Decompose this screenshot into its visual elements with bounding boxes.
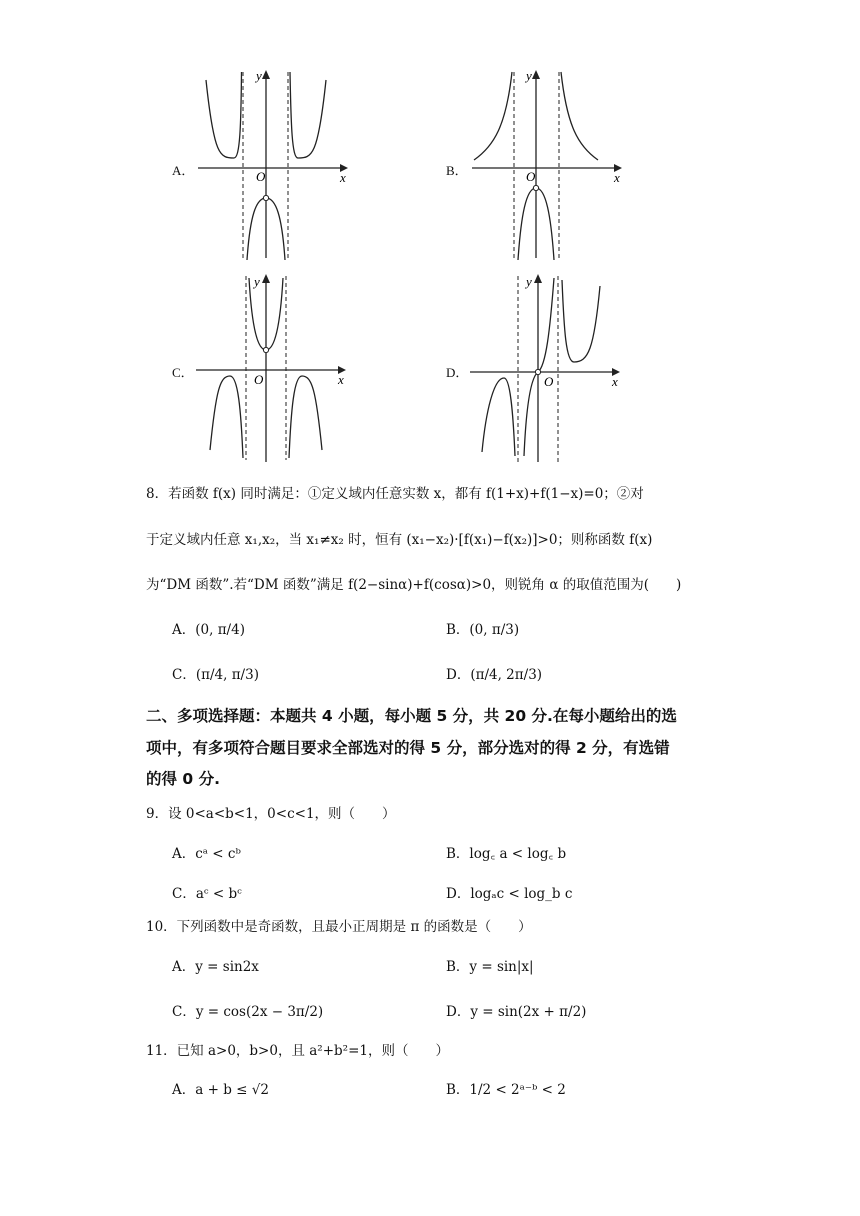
- x-axis-label: x: [338, 372, 344, 387]
- section-2-line-2: 项中，有多项符合题目要求全部选对的得 5 分，部分选对的得 2 分，有选错: [146, 739, 670, 757]
- q9-option-c[interactable]: C．aᶜ < bᶜ: [172, 886, 242, 902]
- graph-b: [464, 66, 634, 262]
- graph-d: [464, 270, 634, 466]
- q9-option-b[interactable]: B．log꜀ a < log꜀ b: [446, 846, 567, 862]
- option-label-d: D．: [446, 365, 469, 380]
- q10-stem: 10．下列函数中是奇函数，且最小正周期是 π 的函数是（ ）: [146, 919, 532, 935]
- option-label-b: B．: [446, 163, 468, 178]
- origin-label: O: [256, 169, 266, 184]
- q10-option-b[interactable]: B．y = sin|x|: [446, 959, 534, 975]
- section-2-line-1: 二、多项选择题：本题共 4 小题，每小题 5 分，共 20 分.在每小题给出的选: [146, 707, 677, 725]
- q9-stem: 9．设 0<a<b<1，0<c<1，则（ ）: [146, 806, 396, 822]
- q8-line-2: 于定义域内任意 x₁,x₂，当 x₁≠x₂ 时，恒有 (x₁−x₂)·[f(x₁)−f(x₂)]>0；则称函数 f(x): [146, 532, 653, 548]
- q10-option-a[interactable]: A．y = sin2x: [172, 959, 259, 975]
- q10-option-d[interactable]: D．y = sin(2x + π/2): [446, 1004, 587, 1020]
- y-axis-label: y: [256, 68, 262, 83]
- q8-option-d[interactable]: D．(π/4, 2π/3): [446, 667, 543, 683]
- x-axis-label: x: [614, 170, 620, 185]
- section-2-line-3: 的得 0 分.: [146, 770, 220, 788]
- q8-option-a[interactable]: A．(0, π/4): [172, 622, 245, 638]
- q9-option-a[interactable]: A．cᵃ < cᵇ: [172, 846, 241, 862]
- q11-option-b[interactable]: B．1/2 < 2ᵃ⁻ᵇ < 2: [446, 1082, 566, 1098]
- y-axis-label: y: [526, 274, 532, 289]
- q9-option-d[interactable]: D．logₐc < log_b c: [446, 886, 573, 902]
- origin-label: O: [526, 169, 536, 184]
- q8-line-1: 8．若函数 f(x) 同时满足：①定义域内任意实数 x，都有 f(1+x)+f(1−x)=0；②对: [146, 486, 644, 502]
- origin-label: O: [544, 374, 554, 389]
- q8-option-c[interactable]: C．(π/4, π/3): [172, 667, 259, 683]
- x-axis-label: x: [612, 374, 618, 389]
- origin-label: O: [254, 372, 264, 387]
- option-label-a: A．: [172, 163, 195, 178]
- q11-option-a[interactable]: A．a + b ≤ √2: [172, 1082, 269, 1098]
- q10-option-c[interactable]: C．y = cos(2x − 3π/2): [172, 1004, 324, 1020]
- y-axis-label: y: [254, 274, 260, 289]
- graph-c: [190, 270, 360, 466]
- x-axis-label: x: [340, 170, 346, 185]
- q8-option-b[interactable]: B．(0, π/3): [446, 622, 520, 638]
- option-label-c: C．: [172, 365, 194, 380]
- q8-line-3: 为“DM 函数”.若“DM 函数”满足 f(2−sinα)+f(cosα)>0，则锐角 α 的取值范围为( ): [146, 577, 682, 593]
- y-axis-label: y: [526, 68, 532, 83]
- graph-a: [190, 66, 360, 262]
- q11-stem: 11．已知 a>0，b>0，且 a²+b²=1，则（ ）: [146, 1043, 449, 1059]
